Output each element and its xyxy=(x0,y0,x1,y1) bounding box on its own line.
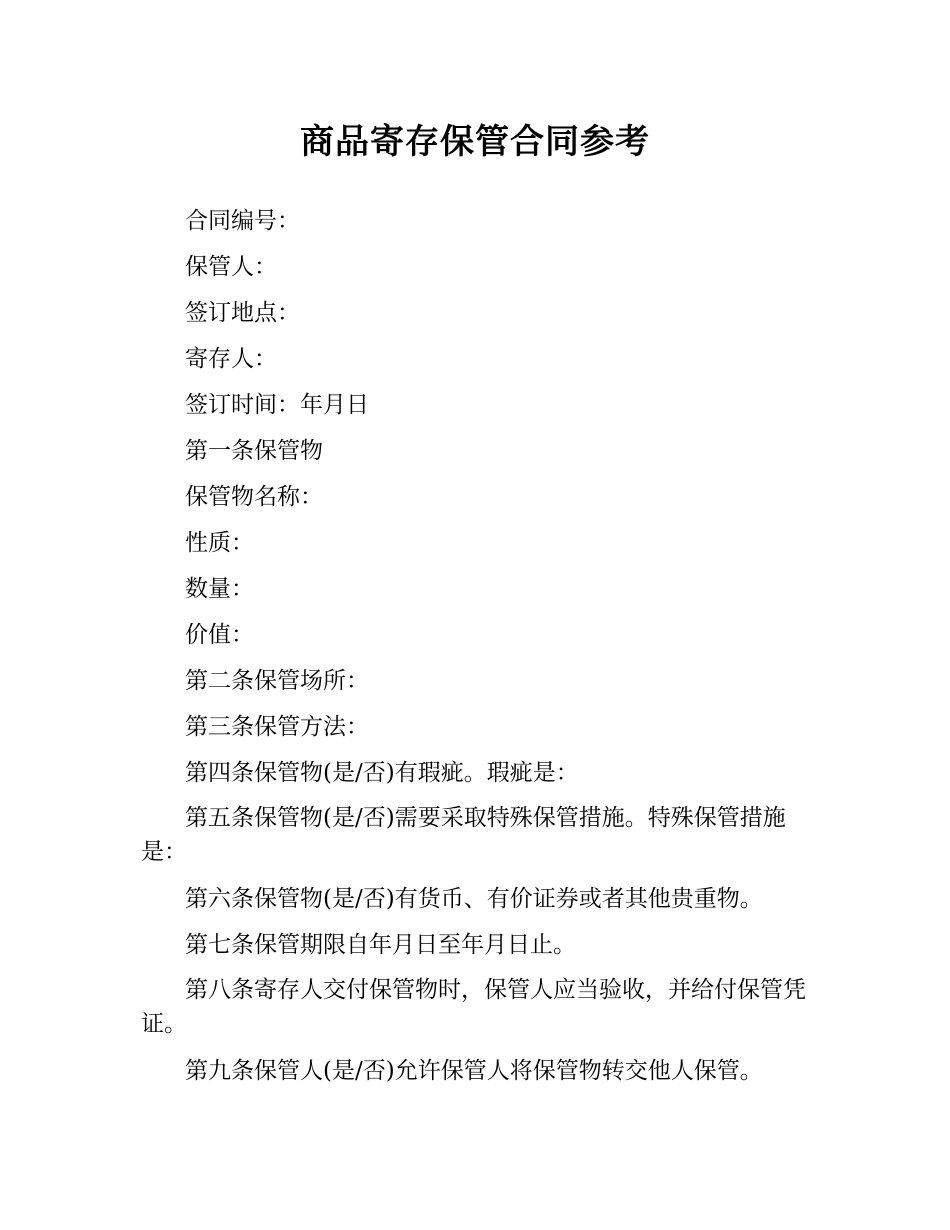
document-body xyxy=(141,198,813,1094)
paragraph-article-7: 第七条保管期限自年月日至年月日止。 xyxy=(185,932,576,958)
paragraph-article-5: 第五条保管物(是/否)需要采取特殊保管措施。特殊保管措施是： xyxy=(141,805,786,865)
paragraph-signing-date: 签订时间：年月日 xyxy=(185,392,369,418)
paragraph-item-quantity: 数量： xyxy=(185,576,254,602)
paragraph-item-value: 价值： xyxy=(185,622,254,648)
paragraph-signing-place: 签订地点： xyxy=(185,300,300,326)
paragraph-article-1: 第一条保管物 xyxy=(185,438,323,464)
paragraph-article-4: 第四条保管物(是/否)有瑕疵。瑕疵是： xyxy=(185,760,579,786)
paragraph-contract-number: 合同编号： xyxy=(185,208,300,234)
paragraph-article-3: 第三条保管方法： xyxy=(185,714,369,740)
document-title: 商品寄存保管合同参考 xyxy=(300,122,650,162)
paragraph-article-9: 第九条保管人(是/否)允许保管人将保管物转交他人保管。 xyxy=(185,1058,763,1084)
paragraph-custodian: 保管人： xyxy=(185,254,277,280)
paragraph-article-2: 第二条保管场所： xyxy=(185,668,369,694)
paragraph-depositor: 寄存人： xyxy=(185,346,277,372)
paragraph-item-name: 保管物名称： xyxy=(185,484,323,510)
paragraph-article-6: 第六条保管物(是/否)有货币、有价证券或者其他贵重物。 xyxy=(185,886,763,912)
paragraph-item-nature: 性质： xyxy=(185,530,254,556)
paragraph-article-8: 第八条寄存人交付保管物时，保管人应当验收，并给付保管凭证。 xyxy=(141,977,806,1037)
